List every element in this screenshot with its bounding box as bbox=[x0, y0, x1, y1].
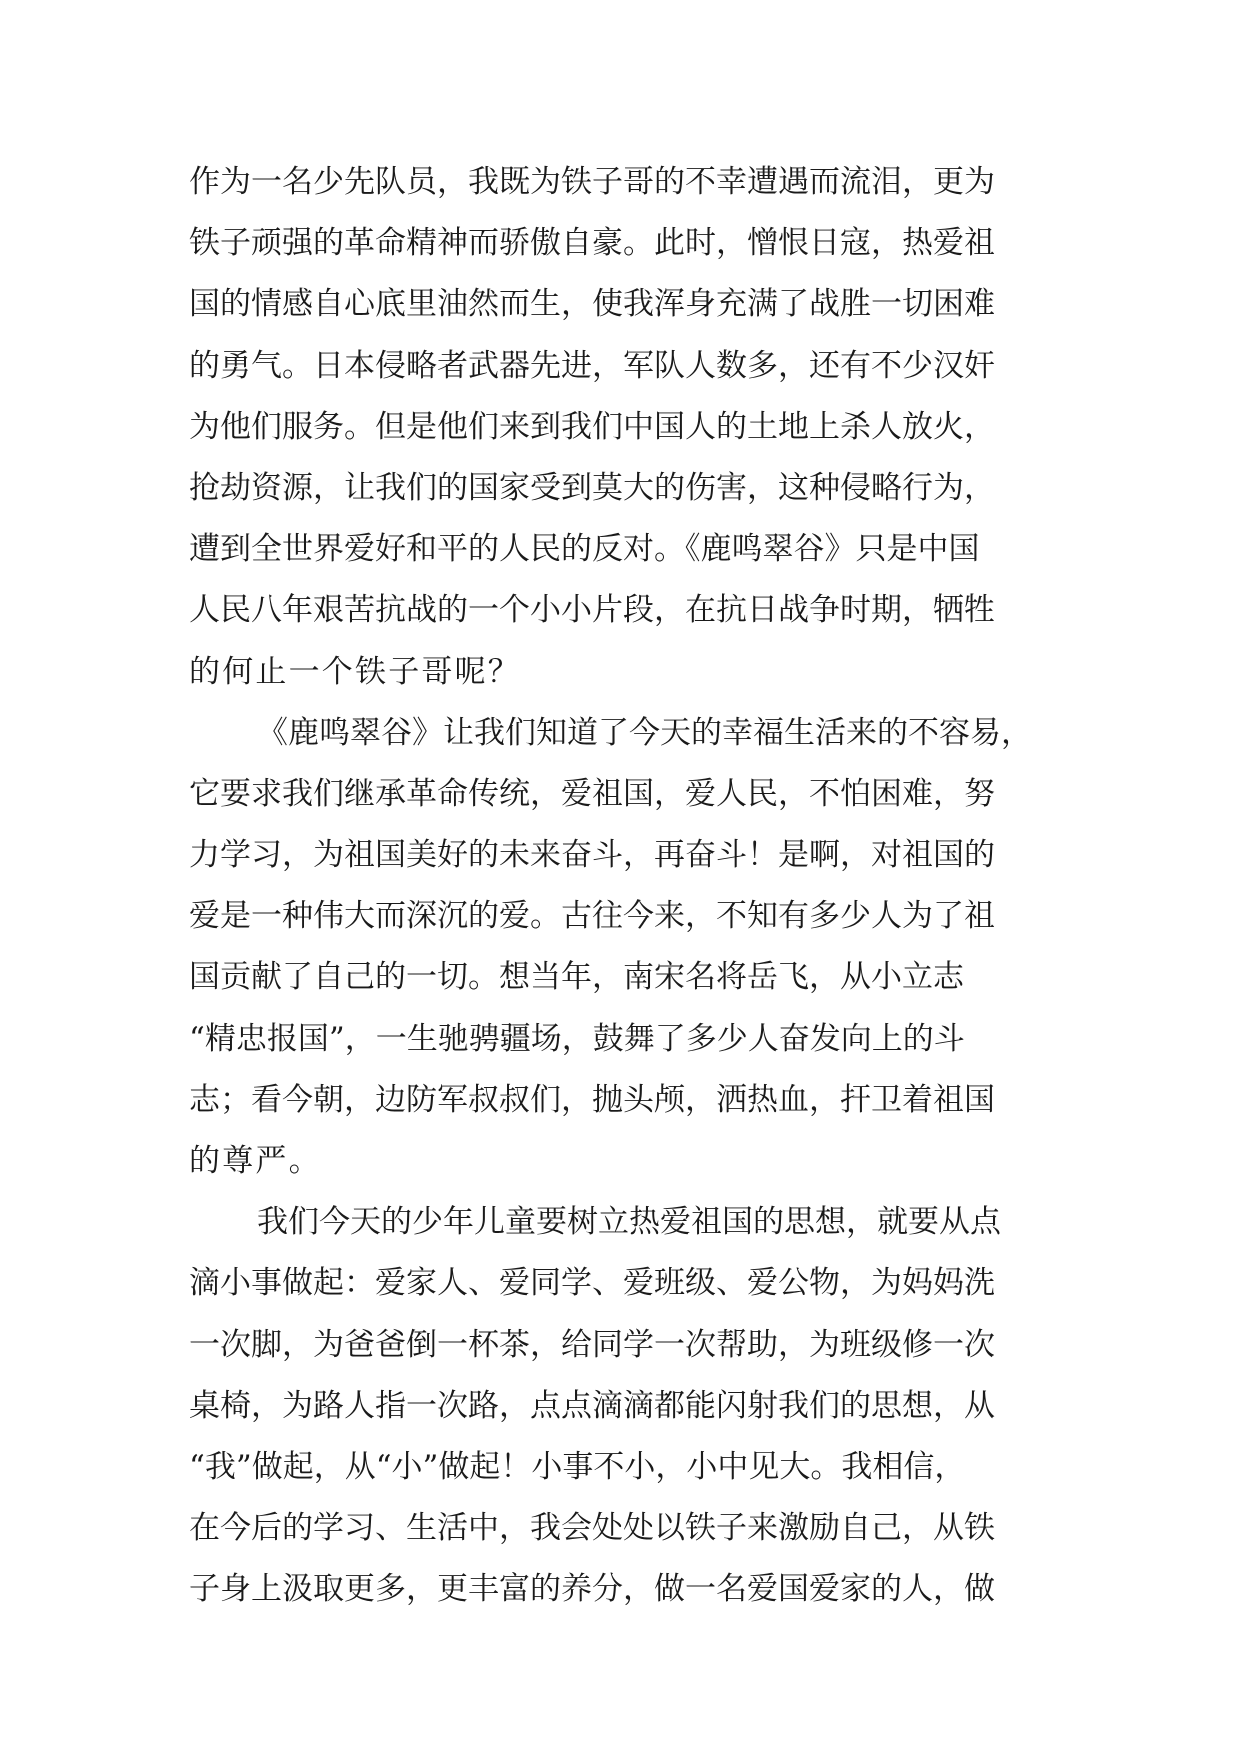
text-line: 在今后的学习、生活中，我会处处以铁子来激励自己，从铁 bbox=[189, 1510, 995, 1547]
text-line: “我”做起，从“小”做起！小事不小，小中见大。我相信， bbox=[189, 1448, 966, 1485]
text-line: 力学习，为祖国美好的未来奋斗，再奋斗！是啊，对祖国的 bbox=[189, 837, 995, 874]
paragraph-first-line: 《鹿鸣翠谷》让我们知道了今天的幸福生活来的不容易， bbox=[257, 714, 1032, 751]
paragraph-first-line: 我们今天的少年儿童要树立热爱祖国的思想，就要从点 bbox=[257, 1204, 1001, 1241]
text-line: 国贡献了自己的一切。想当年，南宋名将岳飞，从小立志 bbox=[189, 959, 964, 996]
text-line: 一次脚，为爸爸倒一杯茶，给同学一次帮助，为班级修一次 bbox=[189, 1326, 995, 1363]
text-line: 铁子顽强的革命精神而骄傲自豪。此时，憎恨日寇，热爱祖 bbox=[189, 225, 995, 262]
text-line: 抢劫资源，让我们的国家受到莫大的伤害，这种侵略行为， bbox=[189, 469, 995, 506]
text-line: 志；看今朝，边防军叔叔们，抛头颅，洒热血，扞卫着祖国 bbox=[189, 1081, 995, 1118]
text-line: 桌椅，为路人指一次路，点点滴滴都能闪射我们的思想，从 bbox=[189, 1387, 995, 1424]
text-line: 滴小事做起：爱家人、爱同学、爱班级、爱公物，为妈妈洗 bbox=[189, 1265, 995, 1302]
text-line: 子身上汲取更多，更丰富的养分，做一名爱国爱家的人，做 bbox=[189, 1571, 995, 1608]
text-line: 为他们服务。但是他们来到我们中国人的土地上杀人放火， bbox=[189, 408, 995, 445]
text-line: 遭到全世界爱好和平的人民的反对。《鹿鸣翠谷》只是中国 bbox=[189, 531, 980, 568]
text-line: 国的情感自心底里油然而生，使我浑身充满了战胜一切困难 bbox=[189, 286, 995, 323]
text-line: 的勇气。日本侵略者武器先进，军队人数多，还有不少汉奸 bbox=[189, 347, 995, 384]
text-line: “精忠报国”，一生驰骋疆场，鼓舞了多少人奋发向上的斗 bbox=[189, 1020, 965, 1057]
text-line: 的何止一个铁子哥呢？ bbox=[189, 653, 521, 690]
text-line: 它要求我们继承革命传统，爱祖国，爱人民，不怕困难，努 bbox=[189, 775, 995, 812]
text-line: 人民八年艰苦抗战的一个小小片段，在抗日战争时期，牺牲 bbox=[189, 592, 995, 629]
essay-body bbox=[189, 152, 1049, 1621]
text-line: 爱是一种伟大而深沉的爱。古往今来，不知有多少人为了祖 bbox=[189, 898, 995, 935]
text-line: 的尊严。 bbox=[189, 1143, 322, 1179]
text-line: 作为一名少先队员，我既为铁子哥的不幸遭遇而流泪，更为 bbox=[189, 164, 995, 200]
